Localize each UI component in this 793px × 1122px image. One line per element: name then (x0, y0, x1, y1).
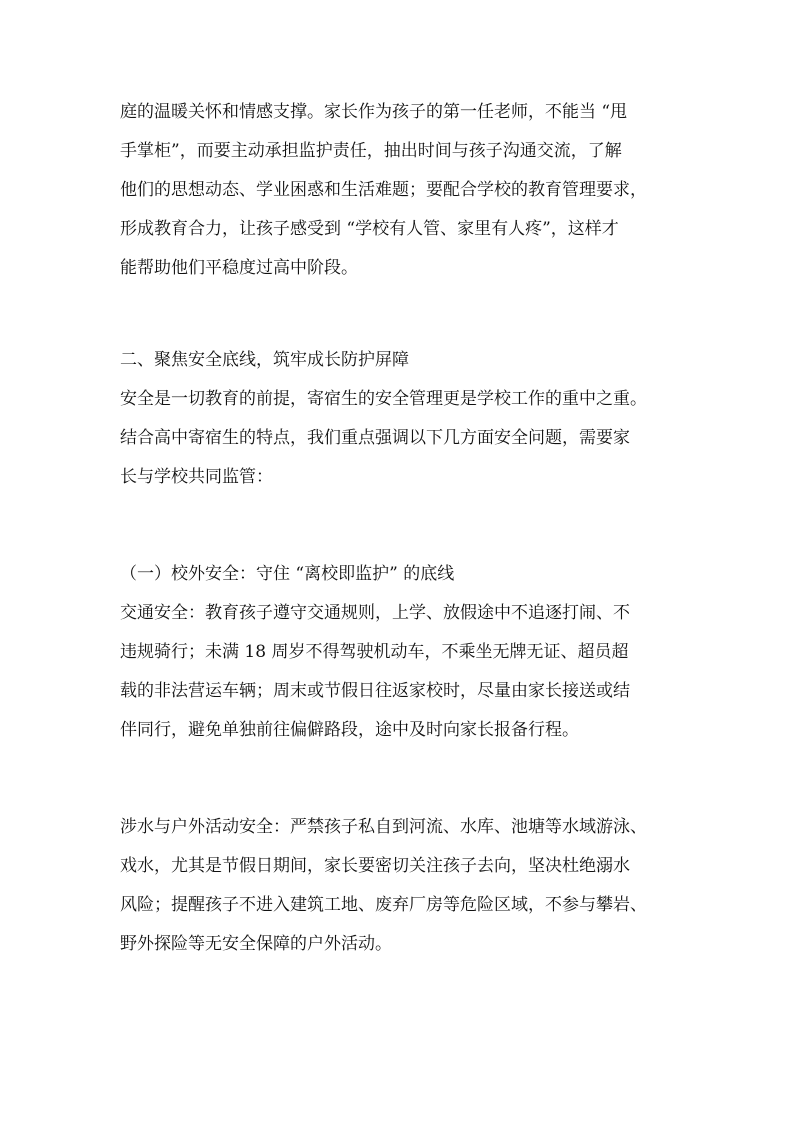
subsection-heading (120, 566, 680, 590)
text-line: 载的非法营运车辆；周末或节假日往返家校时，尽量由家长接送或结 (120, 681, 630, 701)
paragraph-safety-intro (120, 391, 680, 511)
heading-text: 二、聚焦安全底线，筑牢成长防护屏障 (120, 350, 409, 370)
text-line: 戏水，尤其是节假日期间，家长要密切关注孩子去向，坚决杜绝溺水 (120, 856, 630, 876)
paragraph-water-outdoor-safety (120, 819, 680, 979)
text-line: 伴同行，避免单独前往偏僻路段，途中及时向家长报备行程。 (120, 720, 579, 740)
text-line: 野外探险等无安全保障的户外活动。 (120, 934, 392, 954)
text-line: 涉水与户外活动安全：严禁孩子私自到河流、水库、池塘等水域游泳、 (120, 817, 647, 837)
heading-text: （一）校外安全：守住 “离校即监护” 的底线 (120, 564, 455, 584)
text-line: 形成教育合力，让孩子感受到 “学校有人管、家里有人疼”，这样才 (120, 219, 619, 239)
paragraph-traffic-safety (120, 605, 680, 765)
text-line: 手掌柜”，而要主动承担监护责任，抽出时间与孩子沟通交流，了解 (120, 141, 622, 161)
text-line: 违规骑行；未满 18 周岁不得驾驶机动车，不乘坐无牌无证、超员超 (120, 642, 629, 662)
text-line: 他们的思想动态、学业困惑和生活难题；要配合学校的教育管理要求， (120, 180, 647, 200)
text-line: 能帮助他们平稳度过高中阶段。 (120, 258, 358, 278)
text-line: 安全是一切教育的前提，寄宿生的安全管理更是学校工作的重中之重。 (120, 389, 647, 409)
text-line: 长与学校共同监管： (120, 467, 273, 487)
text-line: 庭的温暖关怀和情感支撑。家长作为孩子的第一任老师，不能当 “甩 (120, 102, 628, 122)
text-line: 风险；提醒孩子不进入建筑工地、废弃厂房等危险区域，不参与攀岩、 (120, 895, 647, 915)
section-heading (120, 352, 680, 376)
text-line: 交通安全：教育孩子遵守交通规则，上学、放假途中不追逐打闹、不 (120, 603, 630, 623)
text-line: 结合高中寄宿生的特点，我们重点强调以下几方面安全问题，需要家 (120, 428, 630, 448)
paragraph-family-care (120, 104, 680, 304)
